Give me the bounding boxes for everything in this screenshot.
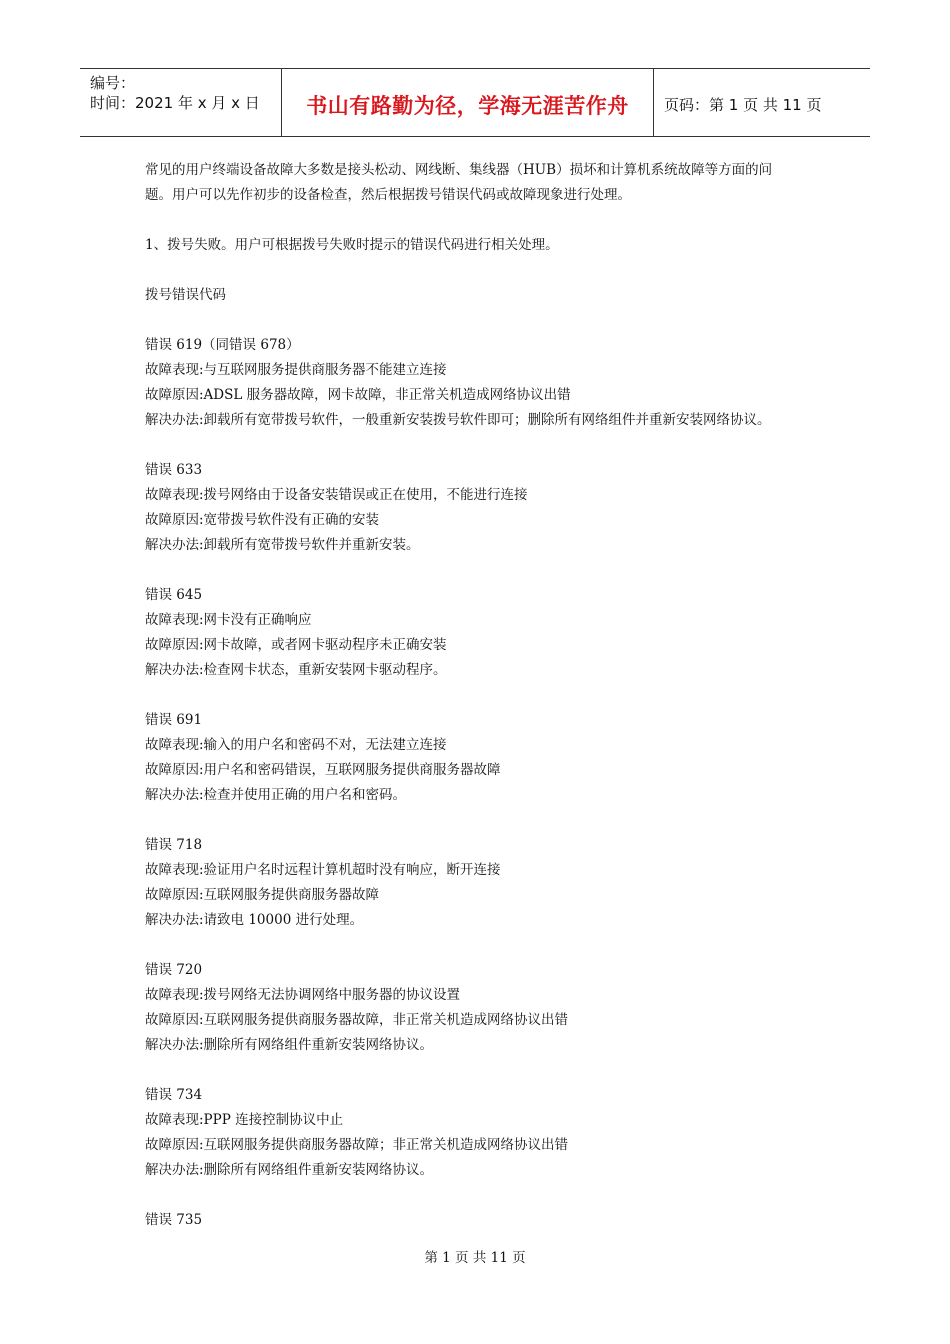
page-footer	[0, 1246, 950, 1266]
error-code: 错误 734	[145, 1087, 203, 1103]
error-cause: 故障原因:互联网服务提供商服务器故障，非正常关机造成网络协议出错	[145, 1012, 569, 1028]
header-page-cell	[654, 69, 870, 136]
footer-page-number: 第 1 页 共 11 页	[424, 1250, 526, 1266]
page-info: 页码：第 1 页 共 11 页	[664, 96, 822, 114]
error-solution: 解决办法:检查网卡状态，重新安装网卡驱动程序。	[145, 662, 447, 678]
intro-line-1: 常见的用户终端设备故障大多数是接头松动、网线断、集线器（HUB）损坏和计算机系统故障等方面的问	[145, 162, 773, 178]
error-block	[145, 1083, 815, 1183]
error-symptom: 故障表现:输入的用户名和密码不对，无法建立连接	[145, 737, 447, 753]
motto-text: 书山有路勤为径，学海无涯苦作舟	[306, 93, 629, 118]
error-cause: 故障原因:互联网服务提供商服务器故障	[145, 887, 380, 903]
error-symptom: 故障表现:与互联网服务提供商服务器不能建立连接	[145, 362, 447, 378]
subtitle: 拨号错误代码	[145, 287, 226, 303]
header-meta	[80, 69, 282, 136]
error-code: 错误 619（同错误 678）	[145, 337, 300, 353]
error-solution: 解决办法:检查并使用正确的用户名和密码。	[145, 787, 407, 803]
error-symptom: 故障表现:网卡没有正确响应	[145, 612, 312, 628]
error-solution: 解决办法:卸载所有宽带拨号软件并重新安装。	[145, 537, 420, 553]
intro-line-2: 题。用户可以先作初步的设备检查，然后根据拨号错误代码或故障现象进行处理。	[145, 187, 631, 203]
header-motto-cell	[282, 69, 654, 136]
error-solution: 解决办法:请致电 10000 进行处理。	[145, 912, 364, 928]
error-solution: 解决办法:删除所有网络组件重新安装网络协议。	[145, 1037, 434, 1053]
error-block	[145, 458, 815, 558]
intro-paragraph	[145, 158, 815, 208]
error-block	[145, 708, 815, 808]
error-block	[145, 333, 815, 433]
error-code-last: 错误 735	[145, 1212, 203, 1228]
error-solution: 解决办法:删除所有网络组件重新安装网络协议。	[145, 1162, 434, 1178]
error-symptom: 故障表现:拨号网络无法协调网络中服务器的协议设置	[145, 987, 461, 1003]
time-label: 时间：2021 年 x 月 x 日	[90, 94, 260, 112]
error-solution: 解决办法:卸载所有宽带拨号软件，一般重新安装拨号软件即可；删除所有网络组件并重新安装网络协议。	[145, 412, 771, 428]
error-cause: 故障原因:互联网服务提供商服务器故障；非正常关机造成网络协议出错	[145, 1137, 569, 1153]
error-cause: 故障原因:宽带拨号软件没有正确的安装	[145, 512, 380, 528]
error-cause: 故障原因:ADSL 服务器故障，网卡故障，非正常关机造成网络协议出错	[145, 387, 571, 403]
error-block	[145, 833, 815, 933]
error-symptom: 故障表现:PPP 连接控制协议中止	[145, 1112, 344, 1128]
section-title: 1、拨号失败。用户可根据拨号失败时提示的错误代码进行相关处理。	[145, 237, 559, 253]
error-symptom: 故障表现:拨号网络由于设备安装错误或正在使用，不能进行连接	[145, 487, 528, 503]
error-symptom: 故障表现:验证用户名时远程计算机超时没有响应，断开连接	[145, 862, 501, 878]
document-body	[145, 158, 815, 1233]
error-cause: 故障原因:用户名和密码错误，互联网服务提供商服务器故障	[145, 762, 501, 778]
error-code: 错误 633	[145, 462, 203, 478]
document-header	[80, 68, 870, 137]
error-block	[145, 583, 815, 683]
error-code: 错误 645	[145, 587, 203, 603]
error-block	[145, 958, 815, 1058]
number-label: 编号：	[90, 74, 136, 92]
error-cause: 故障原因:网卡故障，或者网卡驱动程序未正确安装	[145, 637, 447, 653]
error-code: 错误 718	[145, 837, 203, 853]
error-code: 错误 691	[145, 712, 203, 728]
error-code: 错误 720	[145, 962, 203, 978]
